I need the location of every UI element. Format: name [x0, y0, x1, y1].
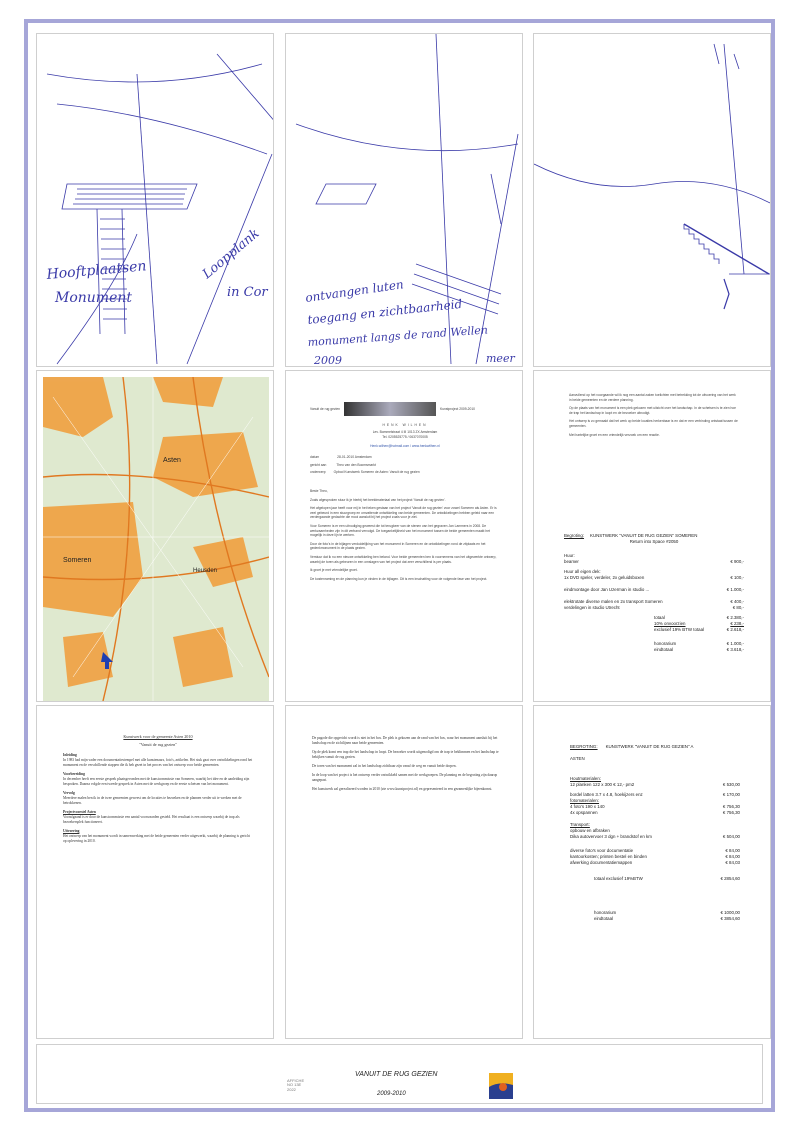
handwriting-line: 2009 [314, 354, 342, 367]
sketch-panel-plateau [285, 33, 523, 367]
logo-icon [489, 1073, 513, 1099]
budget-line: 1x DVD speler, verdeler, 2x geluidsboxen € 100,- [564, 575, 744, 580]
letter-header [310, 401, 500, 417]
budget-heading: KUNSTWERK "VANUIT DE RUG GEZIEN" SOMEREN [590, 533, 698, 538]
total-label: honorarium [594, 910, 617, 915]
budget-panel-someren [533, 370, 771, 702]
map-panel [36, 370, 274, 702]
section-heading: Vervolg [63, 791, 75, 795]
letter-paragraph: De kostenraming en de planning kun je vinden in de bijlagen. Dit is een inschatting voor de volgende fase van het project. [310, 576, 488, 581]
sketch-panel-slope [533, 33, 771, 367]
letter-paragraph: Voor Someren is er een uitnodiging geweest die tot terugkeer van de stenen van het gegraven Jan Lammers in 2008. De werkzaamheden zijn in dit verband vervolgd. De toegankelijkheid van het monument tussen de beide gemeenten maakt het mogelijk in deze lijn te werken. [310, 523, 490, 538]
meta-key: onderwerp [310, 470, 326, 475]
letter-paragraph: Ik groet je met vriendelijke groet. [310, 568, 358, 573]
budget-line: 4x opspannen € 756,30 [570, 810, 740, 815]
salutation: Beste Theo, [310, 489, 328, 493]
handwriting-line: Loopplank [199, 226, 263, 283]
description-subtitle: "Vanuit de rug gezien" [139, 742, 177, 747]
map-label: Asten [163, 457, 181, 464]
budget-line: bordel latten 3.7 x 4.8, hoekijzers enz € 170,00 [570, 792, 740, 797]
letter-meta [310, 455, 500, 475]
budget-line: afwerking documentatiemappen € 84,03 [570, 860, 740, 865]
total-amount: € 1000,00 [720, 910, 740, 915]
section-heading: Inleiding [63, 753, 77, 757]
budget-line: beamer € 900,- [564, 559, 744, 564]
notes-paragraph: Het ontwerp is zo gemaakt dat het werk op beide locaties herkenbaar is en dat er een verbinding ontstaat tussen de gemeenten. [569, 419, 738, 428]
total-amount: € 1.000,- [726, 641, 744, 646]
budget-line: elektrotate diverse malen en 2x transport Someren € 400,- [564, 599, 744, 604]
poster-footer [36, 1044, 763, 1104]
section-text: Het ontwerp van het monument wordt in samenwerking met de beide gemeenten verder uitgewerkt, waarbij de planning is gericht op oplevering in 2010. [63, 834, 250, 843]
total-label: totaal exclusief 19%BTW [594, 876, 643, 881]
budget-line: opbouw en afbraken [570, 828, 610, 833]
description-title: Kunstwerk voor de gemeente Asten 2010 [123, 734, 193, 739]
total-amount: € 2.380,- [726, 615, 744, 620]
budget-subheading: Return into Space #2050 [629, 539, 679, 544]
meta-value: Theo van den Boomsmarkt [336, 462, 376, 467]
handwriting-line: Hooftplaatsen [45, 258, 148, 283]
budget-line: 4 foto's 190 x 140 € 756,30 [570, 804, 740, 809]
handwriting-line: Monument [55, 290, 132, 306]
total-amount: € 3854,60 [720, 916, 740, 921]
section-heading: Uitvoering [63, 829, 80, 833]
total-label: eindtotaal [654, 647, 674, 652]
section-text: Voorafgaand is er door de kunstcommissie een aantal voorwaarden gesteld. Het resultaat is een ontwerp waarbij de trap als bezoekersplek functioneert. [63, 815, 240, 824]
letter-paragraph: Door de foto's in de bijlagen verduidelijking van het monument in Someren en de ontwikkelingen rond de zitplaats en het gedenkmonument in de plaats gezien. [310, 541, 486, 551]
sketch-panel-stairs [36, 33, 274, 367]
map-label: Heusden [193, 568, 218, 574]
total-label: eindtotaal [594, 916, 614, 921]
budget-someren [564, 533, 744, 653]
section-text: In december heeft een eerste gesprek plaatsgevonden met de kunstcommissie van Someren, waarbij het idee en de aanleiding zijn besproken. Daarna volgde een tweede gesprek in Asten met de werkgroep en de eerste schetsen van het monument. [63, 777, 250, 786]
budget-asten [570, 744, 740, 922]
handwriting-line: ontvangen luten [304, 277, 405, 305]
studio-email: Henk.wilhen@hotmail.com / www.henkwilhen.nl [370, 444, 440, 448]
letter-paragraph: Zoals afgesproken stuur ik je hierbij het beeldmateriaal van het project 'Vanuit de rug gezien'. [310, 497, 446, 502]
description-panel [36, 705, 274, 1039]
total-label: totaal [654, 615, 665, 620]
budget-line: verdelingen in studio Utrecht € 80,- [564, 605, 744, 610]
notes-paragraph: Aanvullend op het voorgaande wil ik nog een aantal zaken toelichten met betrekking tot de uitvoering van het werk in beide gemeenten en de verdere planning. [569, 393, 736, 402]
total-amount: € 2854,60 [720, 876, 740, 881]
total-label: honorarium [654, 641, 677, 646]
budget-label: Begroting: [564, 533, 585, 538]
poster-period: 2009-2010 [377, 1091, 406, 1097]
letter-body [310, 489, 500, 585]
budget-line: 12 planken 122 x 300 € 12,- pm2 € 530,00 [570, 782, 740, 787]
total-label: exclusief 19% BTW totaal [654, 627, 705, 632]
notes-text [569, 393, 739, 441]
budget-section: fotomaterialen: [570, 798, 600, 803]
budget-line: diverse foto's voor documentatie € 84,00 [570, 848, 740, 853]
studio-name: HENK WILHEN [382, 423, 428, 427]
description-paragraph: Op de plek komt een trap die het landschap in loopt. De bezoeker wordt uitgenodigd om de trap te beklimmen en het landschap te bekijken vanuit de rug gezien. [312, 750, 499, 759]
map-label: Someren [63, 557, 92, 564]
budget-label: BEGROTING: [570, 744, 598, 749]
plateau-sketch [286, 34, 523, 367]
header-photo [344, 402, 436, 416]
description-paragraph: De toren van het monument zal in het landschap zichtbaar zijn vanaf de weg en vanuit beide dorpen. [312, 764, 457, 768]
area-map [43, 377, 269, 701]
meta-value: 28-01-2010 Amsterdam [337, 455, 372, 459]
budget-place: ASTEN [570, 756, 585, 761]
description-paragraph: De pagode die opgericht wordt is niet in het bos. De plek is gekozen aan de rand van het bos, waar het monument aansluit bij het landschap en de zichtlijnen naar beide gemeenten. [312, 736, 498, 745]
budget-line: Huur: [564, 553, 575, 558]
section-heading: Projectvoorstel Asten [63, 810, 96, 814]
letter-panel [285, 370, 523, 702]
sender-right: Kunstproject 2009-2010 [440, 406, 476, 411]
budget-line: Dika autovervoer 3 dgn + brandstof en km € 504,00 [570, 834, 740, 839]
letter-paragraph: Het afgelopen jaar heeft voor mij in het teken gestaan van het project 'Vanuit de rug gezien' voor zowel Someren als Asten. Er is veel gebeurd in een stuurgroep en omvattende ontwikkeling van beide gemeenten. De ontwikkelingen hebben geleid naar een verdergaande gedachte die mooi aansluit bij het project zoals voor je ziet. [310, 506, 497, 520]
total-amount: € 2.618,- [726, 627, 744, 632]
studio-phone: Tel. 0205525775 / 0637070005 [382, 435, 428, 439]
description-text [63, 734, 253, 848]
sender-left: Vanuit de rug gezien [310, 406, 340, 411]
section-text: In 1983 had mijn vader een documentatiestempel met alle kunstenaars, foto's, artikelen. Het stuk gaat over ontwikkelingen rond het monument en de verschillende stappen die ik heb gezet in het proces van het ontwerp voor beide gemeenten. [63, 758, 253, 767]
budget-totals [594, 876, 740, 922]
budget-heading: KUNSTWERK "VANUIT DE RUG GEZIEN" A [605, 744, 694, 749]
affiche-label: AFFICHE NO 13E 2022 [287, 1078, 305, 1092]
poster-title: VANUIT DE RUG GEZIEN [355, 1071, 438, 1078]
total-label: 10% onvoorzien [654, 621, 686, 626]
letter-paragraph: Verstuur dat ik nu een nieuwe ontwikkeling ben beland. Voor beide gemeenten ben ik voornemens van het uitgewerkte ontwerp, waarbij de toren als gebeuren in een omslagen van het project dat zeer verschillend is per plaats. [310, 554, 497, 564]
total-amount: € 238,- [730, 621, 744, 626]
description-paragraph: In de loop van het project is het ontwerp verder ontwikkeld samen met de werkgroepen. De planning en de begroting zijn daarop aangepast. [312, 773, 498, 782]
description-paragraph: Het kunstwerk zal gerealiseerd worden in 2010 (zie www.kunstproject.nl) en gepresenteerd in een gezamenlijke bijeenkomst. [312, 787, 493, 791]
description2-text [312, 736, 502, 796]
description2-panel [285, 705, 523, 1039]
stairs-sketch [37, 34, 274, 367]
meta-key: gericht aan [310, 462, 327, 467]
section-heading: Voorbereiding [63, 772, 85, 776]
budget-totals [654, 615, 744, 653]
meta-value: Opbod Kunstwerk Someren de Asten: Vanuit de rug gezien [333, 470, 420, 475]
notes-paragraph: Met hartelijke groet en een vriendelijk verzoek om een reactie. [569, 432, 660, 437]
budget-line: kantoorkosten; printen bestel en binden € 84,00 [570, 854, 740, 859]
section-text: Meerdere malen ben ik in de twee gemeenten geweest om de locaties te bezoeken en de plannen verder uit te werken met de betrokkenen. [63, 796, 242, 805]
total-amount: € 3.618,- [726, 647, 744, 652]
meta-key: datum [310, 455, 320, 459]
handwriting-line: monument langs de rand Wellen [307, 323, 489, 349]
handwriting-line: in Cor [227, 285, 268, 300]
handwriting-line: toegang en zichtbaarheid [306, 296, 463, 327]
budget-line: Huur all eigen dek: [564, 569, 601, 574]
studio-address: Lev. Bommelstraat 4 III 1013 ZX Amsterdam [372, 430, 438, 434]
notes-paragraph: Op de plaats van het monument is een plek gekozen met uitzicht over het landschap. In de schetsen is te zien hoe de trap het landschap in loopt en de bezoeker uitnodigt. [569, 406, 736, 415]
budget-section: Transport: [570, 822, 590, 827]
handwriting-line: meer [486, 352, 515, 365]
slope-sketch [534, 34, 771, 367]
budget-section: Houtmaterialen: [570, 776, 601, 781]
budget-line: eindmontage door Jan Uzerman in studio ... € 1.000,- [564, 587, 744, 592]
budget-panel-asten [533, 705, 771, 1039]
